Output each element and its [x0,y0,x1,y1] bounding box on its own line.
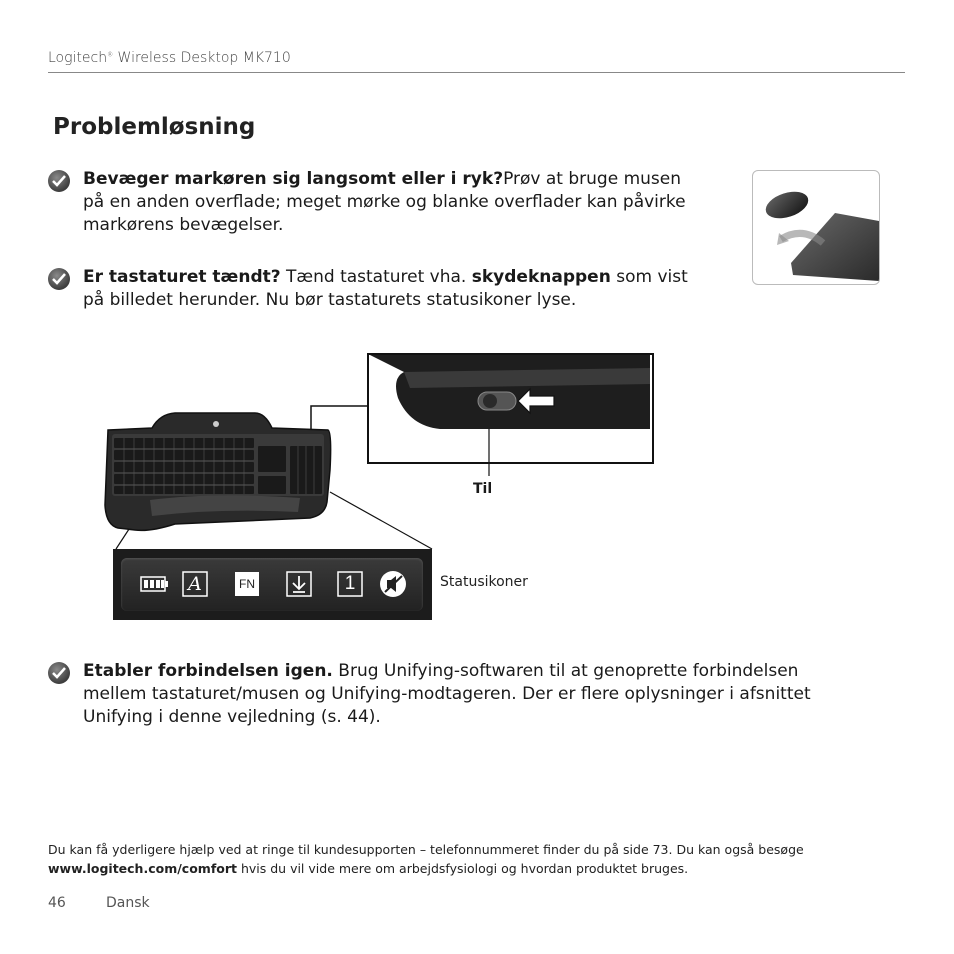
caps-lock-glyph: A [188,573,202,595]
zoom-connector-line [311,406,367,430]
brand-name: Logitech [48,50,108,66]
keyboard-image [105,413,331,530]
page-number: 46 [48,895,66,911]
check-icon [48,662,70,684]
support-link[interactable]: www.logitech.com/comfort [48,861,237,876]
bullet-body-2: som vist på billedet herunder. Nu bør tastaturets statusikoner lyse. [83,267,688,310]
status-connector-right [330,492,432,549]
bullet-emphasis: skydeknappen [471,267,611,287]
support-text-1: Du kan få yderligere hjælp ved at ringe til kundesupporten – telefonnummeret finder du på side 73. Du kan også besøge [48,842,804,857]
bullet-body: Prøv at bruge musen på en anden overflade; meget mørke og blanke overflader kan påvirke markørens bevægelser. [83,169,686,235]
registered-mark: ® [107,51,114,59]
bullet-heading: Er tastaturet tændt? [83,267,281,287]
switch-on-label: Til [473,481,493,497]
bullet-body: Brug Unifying-softwaren til at genoprette forbindelsen mellem tastaturet/musen og Unifying-modtageren. Der er flere oplysninger i afsnittet Unifying i denne vejledning (s. 44). [83,661,811,727]
status-icons-label: Statusikoner [440,574,528,590]
num-lock-glyph: 1 [344,573,356,594]
zoom-frame [367,353,654,464]
bullet-heading: Etabler forbindelsen igen. [83,661,333,681]
bullet-heading: Bevæger markøren sig langsomt eller i ryk? [83,169,504,189]
support-text-2: hvis du vil vide mere om arbejdsfysiologi og hvordan produktet bruges. [236,861,689,876]
bullet-body-1: Tænd tastaturet vha. [280,267,472,287]
support-note [48,840,908,878]
mute-icon [380,571,406,597]
status-icons-bar [121,558,423,611]
battery-icon [141,577,168,591]
fn-lock-label: FN [239,577,255,591]
scroll-lock-icon [287,572,311,596]
bullet-reconnect [48,660,838,729]
language-label: Dansk [106,895,150,911]
bullet-text [83,660,838,729]
page-title: Problemløsning [53,114,256,140]
status-icons-panel [113,549,432,620]
product-name: Wireless Desktop MK710 [117,50,291,66]
